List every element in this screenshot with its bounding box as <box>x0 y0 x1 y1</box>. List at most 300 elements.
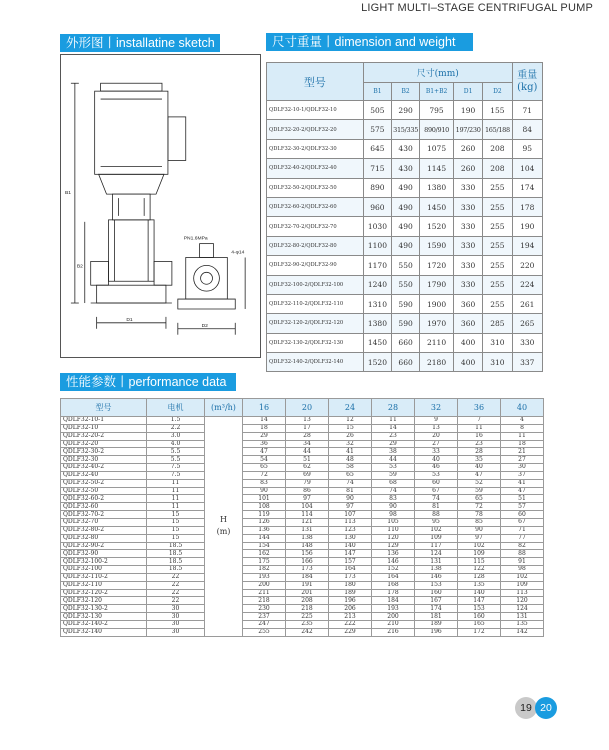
performance-cell-motor: 18.5 <box>147 542 205 550</box>
dimension-row <box>267 101 543 120</box>
page-header-title: LIGHT MULTI–STAGE CENTRIFUGAL PUMP <box>361 2 593 14</box>
performance-cell-model: QDLF32-90 <box>61 550 147 558</box>
performance-cell-head: 74 <box>415 495 458 503</box>
dimension-row <box>267 314 543 333</box>
performance-cell-head: 201 <box>286 589 329 597</box>
performance-cell-head: 173 <box>286 566 329 574</box>
performance-cell-head: 46 <box>415 464 458 472</box>
dimension-row <box>267 178 543 197</box>
performance-cell-motor: 11 <box>147 495 205 503</box>
dimension-cell: 400 <box>453 353 482 372</box>
performance-cell-head: 242 <box>286 628 329 636</box>
performance-cell-head: 182 <box>243 566 286 574</box>
performance-cell-head: 156 <box>286 550 329 558</box>
performance-cell-head: 178 <box>372 589 415 597</box>
performance-row <box>61 503 544 511</box>
dimension-cell: 1720 <box>420 256 454 275</box>
performance-cell-motor: 5.5 <box>147 448 205 456</box>
perf-header-flow-20: 20 <box>286 399 329 417</box>
performance-cell-head: 53 <box>415 471 458 479</box>
dimension-cell: 1450 <box>420 197 454 216</box>
perf-header-flow-24: 24 <box>329 399 372 417</box>
dimension-cell: 550 <box>392 256 420 275</box>
performance-cell-head: 12 <box>329 417 372 425</box>
performance-cell-head: 200 <box>372 613 415 621</box>
performance-cell-head: 196 <box>415 628 458 636</box>
performance-cell-head: 107 <box>329 511 372 519</box>
performance-cell-model: QDLF32-20 <box>61 440 147 448</box>
dimension-cell-model: QDLF32-20-2/QDLF32-20 <box>267 120 364 139</box>
dimension-cell: 1170 <box>363 256 391 275</box>
performance-cell-motor: 3.0 <box>147 432 205 440</box>
performance-cell-head: 157 <box>329 558 372 566</box>
performance-row <box>61 432 544 440</box>
performance-cell-head: 166 <box>286 558 329 566</box>
dimension-cell-model: QDLF32-30-2/QDLF32-30 <box>267 139 364 158</box>
dimension-cell-model: QDLF32-100-2/QDLF32-100 <box>267 275 364 294</box>
performance-cell-head: 14 <box>372 424 415 432</box>
performance-cell-head: 77 <box>501 534 544 542</box>
dimension-row <box>267 333 543 352</box>
dimension-cell: 290 <box>392 101 420 120</box>
performance-row <box>61 456 544 464</box>
performance-cell-head: 7 <box>458 417 501 425</box>
performance-cell-head: 247 <box>243 620 286 628</box>
performance-cell-head: 65 <box>243 464 286 472</box>
performance-cell-head: 33 <box>415 448 458 456</box>
performance-cell-motor: 18.5 <box>147 550 205 558</box>
performance-cell-head: 59 <box>458 487 501 495</box>
dimension-cell-model: QDLF32-60-2/QDLF32-60 <box>267 197 364 216</box>
performance-cell-head: 160 <box>415 589 458 597</box>
dimension-cell: 224 <box>512 275 542 294</box>
performance-cell-head: 20 <box>415 432 458 440</box>
performance-row <box>61 487 544 495</box>
performance-cell-motor: 18.5 <box>147 558 205 566</box>
dimension-cell: 490 <box>392 197 420 216</box>
performance-row <box>61 613 544 621</box>
dimension-cell: 1900 <box>420 294 454 313</box>
performance-cell-motor: 15 <box>147 511 205 519</box>
dimension-cell: 255 <box>483 217 512 236</box>
perf-header-flow-32: 32 <box>415 399 458 417</box>
performance-cell-head: 72 <box>458 503 501 511</box>
performance-row <box>61 558 544 566</box>
performance-cell-head: 51 <box>286 456 329 464</box>
performance-cell-head: 81 <box>415 503 458 511</box>
performance-cell-head: 200 <box>243 581 286 589</box>
performance-cell-model: QDLF32-70 <box>61 518 147 526</box>
performance-cell-head: 27 <box>415 440 458 448</box>
dimension-cell: 330 <box>453 217 482 236</box>
dimension-cell: 400 <box>453 333 482 352</box>
performance-cell-motor: 22 <box>147 597 205 605</box>
performance-cell-head: 189 <box>329 589 372 597</box>
performance-cell-head: 218 <box>286 605 329 613</box>
performance-cell-head: 29 <box>243 432 286 440</box>
performance-cell-head: 59 <box>372 471 415 479</box>
performance-cell-head: 60 <box>501 511 544 519</box>
performance-cell-head: 109 <box>458 550 501 558</box>
performance-cell-head: 174 <box>415 605 458 613</box>
performance-cell-head: 79 <box>286 479 329 487</box>
performance-cell-head: 67 <box>415 487 458 495</box>
dimension-cell-model: QDLF32-40-2/QDLF32-40 <box>267 159 364 178</box>
dimension-table <box>266 62 543 372</box>
performance-cell-motor: 18.5 <box>147 566 205 574</box>
dimension-cell: 430 <box>392 139 420 158</box>
dimension-cell-model: QDLF32-140-2/QDLF32-140 <box>267 353 364 372</box>
performance-cell-head: 104 <box>286 503 329 511</box>
performance-cell-head: 218 <box>243 597 286 605</box>
dimension-cell-model: QDLF32-110-2/QDLF32-110 <box>267 294 364 313</box>
performance-cell-motor: 22 <box>147 581 205 589</box>
performance-cell-head: 68 <box>372 479 415 487</box>
dimension-cell-model: QDLF32-120-2/QDLF32-120 <box>267 314 364 333</box>
dimension-cell-model: QDLF32-130-2/QDLF32-130 <box>267 333 364 352</box>
performance-cell-model: QDLF32-130-2 <box>61 605 147 613</box>
dimension-cell-model: QDLF32-50-2/QDLF32-50 <box>267 178 364 197</box>
performance-cell-head: 131 <box>286 526 329 534</box>
performance-cell-head: 160 <box>458 613 501 621</box>
installation-sketch <box>60 54 261 358</box>
dimension-cell: 2180 <box>420 353 454 372</box>
performance-cell-head: 40 <box>415 456 458 464</box>
performance-cell-head: 105 <box>372 518 415 526</box>
performance-cell-motor: 11 <box>147 479 205 487</box>
performance-table <box>60 398 544 637</box>
performance-cell-head: 28 <box>286 432 329 440</box>
performance-cell-head: 57 <box>501 503 544 511</box>
performance-cell-model: QDLF32-70-2 <box>61 511 147 519</box>
performance-cell-head: 136 <box>372 550 415 558</box>
dimension-cell: 1145 <box>420 159 454 178</box>
performance-cell-head: 9 <box>415 417 458 425</box>
performance-cell-head: 90 <box>372 503 415 511</box>
dimension-row <box>267 120 543 139</box>
performance-table-body <box>61 417 544 637</box>
performance-cell-motor: 22 <box>147 589 205 597</box>
performance-cell-head: 82 <box>501 542 544 550</box>
performance-cell-head: 140 <box>458 589 501 597</box>
performance-cell-head: 13 <box>286 417 329 425</box>
performance-cell-motor: 7.5 <box>147 464 205 472</box>
dimension-cell: 310 <box>483 333 512 352</box>
perf-header-flow-unit: (m³/h) <box>205 399 243 417</box>
performance-cell-model: QDLF32-50-2 <box>61 479 147 487</box>
performance-cell-head: 124 <box>501 605 544 613</box>
performance-cell-head: 211 <box>243 589 286 597</box>
performance-cell-head: 184 <box>372 597 415 605</box>
performance-cell-head: 120 <box>501 597 544 605</box>
dimension-cell: 255 <box>483 275 512 294</box>
performance-cell-head: 91 <box>501 558 544 566</box>
performance-cell-head: 97 <box>458 534 501 542</box>
dimension-cell: 165/188 <box>483 120 512 139</box>
performance-cell-model: QDLF32-40 <box>61 471 147 479</box>
dimension-cell: 255 <box>483 197 512 216</box>
dimension-cell: 208 <box>483 159 512 178</box>
performance-cell-head: 153 <box>415 581 458 589</box>
performance-cell-head: 142 <box>501 628 544 636</box>
performance-cell-head: 154 <box>243 542 286 550</box>
dimension-cell: 1450 <box>363 333 391 352</box>
performance-row <box>61 542 544 550</box>
performance-cell-head: 86 <box>286 487 329 495</box>
dimension-cell: 174 <box>512 178 542 197</box>
performance-cell-head: 97 <box>329 503 372 511</box>
performance-cell-head: 113 <box>501 589 544 597</box>
performance-cell-head: 29 <box>372 440 415 448</box>
performance-cell-head: 117 <box>415 542 458 550</box>
head-label-unit: (m) <box>216 527 231 537</box>
performance-cell-model: QDLF32-100 <box>61 566 147 574</box>
performance-cell-head: 14 <box>243 417 286 425</box>
dimension-cell: 255 <box>483 294 512 313</box>
performance-cell-head: 98 <box>501 566 544 574</box>
dimension-cell: 155 <box>483 101 512 120</box>
performance-cell-head: 184 <box>286 573 329 581</box>
dimension-cell: 1100 <box>363 236 391 255</box>
performance-cell-model: QDLF32-110-2 <box>61 573 147 581</box>
performance-cell-head: 153 <box>458 605 501 613</box>
performance-cell-head: 120 <box>372 534 415 542</box>
label-flange: PN1.6MPa <box>183 236 208 242</box>
dimension-cell: 330 <box>453 178 482 197</box>
performance-cell-head: 119 <box>243 511 286 519</box>
performance-cell-head: 222 <box>329 620 372 628</box>
performance-cell-head: 189 <box>415 620 458 628</box>
performance-cell-head: 17 <box>286 424 329 432</box>
performance-cell-head: 90 <box>458 526 501 534</box>
performance-row <box>61 526 544 534</box>
performance-cell-head: 235 <box>286 620 329 628</box>
performance-cell-motor: 2.2 <box>147 424 205 432</box>
performance-cell-head: 102 <box>501 573 544 581</box>
performance-cell-motor: 15 <box>147 534 205 542</box>
dimension-row <box>267 197 543 216</box>
dimension-cell: 890 <box>363 178 391 197</box>
dimension-cell: 285 <box>483 314 512 333</box>
dimension-cell: 360 <box>453 314 482 333</box>
performance-cell-motor: 4.0 <box>147 440 205 448</box>
performance-cell-head: 74 <box>372 487 415 495</box>
dimension-cell: 330 <box>453 275 482 294</box>
pump-drawing <box>61 55 260 357</box>
dimension-cell: 178 <box>512 197 542 216</box>
performance-row <box>61 589 544 597</box>
performance-row <box>61 448 544 456</box>
dim-header-b1b2: B1+B2 <box>420 83 454 101</box>
dimension-cell: 360 <box>453 294 482 313</box>
performance-cell-head: 58 <box>329 464 372 472</box>
performance-cell-head: 23 <box>458 440 501 448</box>
dimension-cell-model: QDLF32-90-2/QDLF32-90 <box>267 256 364 275</box>
performance-cell-head: 35 <box>458 456 501 464</box>
dimension-row <box>267 236 543 255</box>
dimension-cell: 490 <box>392 178 420 197</box>
performance-cell-motor: 5.5 <box>147 456 205 464</box>
performance-cell-head: 193 <box>372 605 415 613</box>
dimension-cell: 1075 <box>420 139 454 158</box>
dimension-cell: 1030 <box>363 217 391 236</box>
dimension-cell: 1380 <box>363 314 391 333</box>
performance-cell-head: 83 <box>243 479 286 487</box>
dimension-cell: 715 <box>363 159 391 178</box>
performance-cell-head: 193 <box>243 573 286 581</box>
dimension-cell: 550 <box>392 275 420 294</box>
performance-row <box>61 573 544 581</box>
performance-cell-head: 146 <box>372 558 415 566</box>
dimension-cell: 255 <box>483 236 512 255</box>
dim-header-b1: B1 <box>363 83 391 101</box>
label-d1: D1 <box>126 317 133 323</box>
dimension-cell: 1590 <box>420 236 454 255</box>
dimension-cell: 2110 <box>420 333 454 352</box>
performance-cell-motor: 15 <box>147 526 205 534</box>
performance-cell-head: 101 <box>243 495 286 503</box>
performance-cell-model: QDLF32-90-2 <box>61 542 147 550</box>
section-title-dimension: 尺寸重量丨dimension and weight <box>266 33 473 51</box>
performance-cell-head: 69 <box>286 471 329 479</box>
performance-cell-model: QDLF32-140 <box>61 628 147 636</box>
dimension-cell: 260 <box>453 139 482 158</box>
performance-cell-head: 126 <box>243 518 286 526</box>
performance-cell-head: 229 <box>329 628 372 636</box>
performance-row <box>61 534 544 542</box>
performance-cell-model: QDLF32-110 <box>61 581 147 589</box>
dimension-row <box>267 275 543 294</box>
performance-cell-head: 102 <box>458 542 501 550</box>
performance-cell-motor: 1.5 <box>147 417 205 425</box>
dimension-cell: 660 <box>392 353 420 372</box>
dimension-row <box>267 294 543 313</box>
performance-row <box>61 511 544 519</box>
performance-cell-head: 74 <box>329 479 372 487</box>
perf-header-flow-16: 16 <box>243 399 286 417</box>
performance-cell-motor: 11 <box>147 487 205 495</box>
performance-cell-head: 98 <box>372 511 415 519</box>
performance-cell-head: 121 <box>286 518 329 526</box>
performance-cell-head: 165 <box>458 620 501 628</box>
performance-cell-head: 11 <box>458 424 501 432</box>
performance-row <box>61 550 544 558</box>
performance-cell-head: 230 <box>243 605 286 613</box>
performance-cell-head: 144 <box>243 534 286 542</box>
dimension-cell: 194 <box>512 236 542 255</box>
dimension-cell: 255 <box>483 256 512 275</box>
performance-row <box>61 566 544 574</box>
performance-cell-head: 47 <box>501 487 544 495</box>
performance-cell-head: 90 <box>329 495 372 503</box>
label-b2: B2 <box>76 264 83 270</box>
performance-cell-head: 34 <box>286 440 329 448</box>
dimension-row <box>267 159 543 178</box>
performance-cell-motor: 15 <box>147 518 205 526</box>
performance-cell-head: 175 <box>243 558 286 566</box>
performance-cell-head: 164 <box>372 573 415 581</box>
dimension-cell: 490 <box>392 236 420 255</box>
performance-cell-head: 136 <box>243 526 286 534</box>
section-title-performance: 性能参数丨performance data <box>60 373 236 391</box>
performance-cell-head: 60 <box>415 479 458 487</box>
dimension-cell: 645 <box>363 139 391 158</box>
dimension-cell: 330 <box>453 256 482 275</box>
dimension-cell: 208 <box>483 139 512 158</box>
performance-cell-head: 47 <box>243 448 286 456</box>
performance-cell-head: 131 <box>501 613 544 621</box>
dimension-cell-model: QDLF32-70-2/QDLF32-70 <box>267 217 364 236</box>
performance-cell-head: 95 <box>415 518 458 526</box>
dimension-cell: 960 <box>363 197 391 216</box>
performance-row <box>61 440 544 448</box>
performance-cell-head: 129 <box>372 542 415 550</box>
performance-cell-model: QDLF32-30 <box>61 456 147 464</box>
performance-cell-head: 109 <box>415 534 458 542</box>
performance-cell-model: QDLF32-10 <box>61 424 147 432</box>
performance-cell-head: 131 <box>415 558 458 566</box>
dimension-cell: 84 <box>512 120 542 139</box>
performance-cell-head: 15 <box>329 424 372 432</box>
dimension-cell: 265 <box>512 314 542 333</box>
performance-cell-head: 216 <box>372 628 415 636</box>
performance-cell-motor: 30 <box>147 620 205 628</box>
performance-cell-head: 90 <box>243 487 286 495</box>
performance-cell-head: 135 <box>501 620 544 628</box>
performance-cell-head: 16 <box>458 432 501 440</box>
performance-cell-model: QDLF32-130 <box>61 613 147 621</box>
performance-cell-head: 83 <box>372 495 415 503</box>
dimension-cell: 590 <box>392 294 420 313</box>
performance-cell-head: 147 <box>458 597 501 605</box>
performance-cell-model: QDLF32-120 <box>61 597 147 605</box>
performance-cell-head: 51 <box>501 495 544 503</box>
dimension-cell: 1380 <box>420 178 454 197</box>
page-numbers <box>515 697 559 719</box>
performance-cell-head: 37 <box>501 471 544 479</box>
performance-cell-model: QDLF32-60 <box>61 503 147 511</box>
performance-cell-head: 206 <box>329 605 372 613</box>
performance-cell-model: QDLF32-10-1 <box>61 417 147 425</box>
dimension-cell: 1240 <box>363 275 391 294</box>
dimension-cell: 1790 <box>420 275 454 294</box>
performance-cell-head: 85 <box>458 518 501 526</box>
dimension-cell-model: QDLF32-80-2/QDLF32-80 <box>267 236 364 255</box>
performance-cell-model: QDLF32-80 <box>61 534 147 542</box>
dimension-cell: 310 <box>483 353 512 372</box>
performance-cell-head: 128 <box>458 573 501 581</box>
performance-cell-head: 102 <box>415 526 458 534</box>
performance-cell-model: QDLF32-50 <box>61 487 147 495</box>
performance-cell-model: QDLF32-100-2 <box>61 558 147 566</box>
dimension-cell: 337 <box>512 353 542 372</box>
performance-row <box>61 464 544 472</box>
label-thread: 4-φ14 <box>231 250 245 256</box>
performance-cell-model: QDLF32-30-2 <box>61 448 147 456</box>
performance-cell-model: QDLF32-120-2 <box>61 589 147 597</box>
performance-cell-head: 40 <box>458 464 501 472</box>
dimension-cell: 71 <box>512 101 542 120</box>
section-title-sketch: 外形图丨installatine sketch <box>60 34 220 52</box>
performance-cell-head: 208 <box>286 597 329 605</box>
performance-cell-head: 41 <box>501 479 544 487</box>
dimension-row <box>267 353 543 372</box>
performance-cell-head: 27 <box>501 456 544 464</box>
performance-cell-motor: 30 <box>147 628 205 636</box>
performance-cell-head: 138 <box>286 534 329 542</box>
head-label <box>205 417 243 637</box>
performance-cell-head: 180 <box>329 581 372 589</box>
